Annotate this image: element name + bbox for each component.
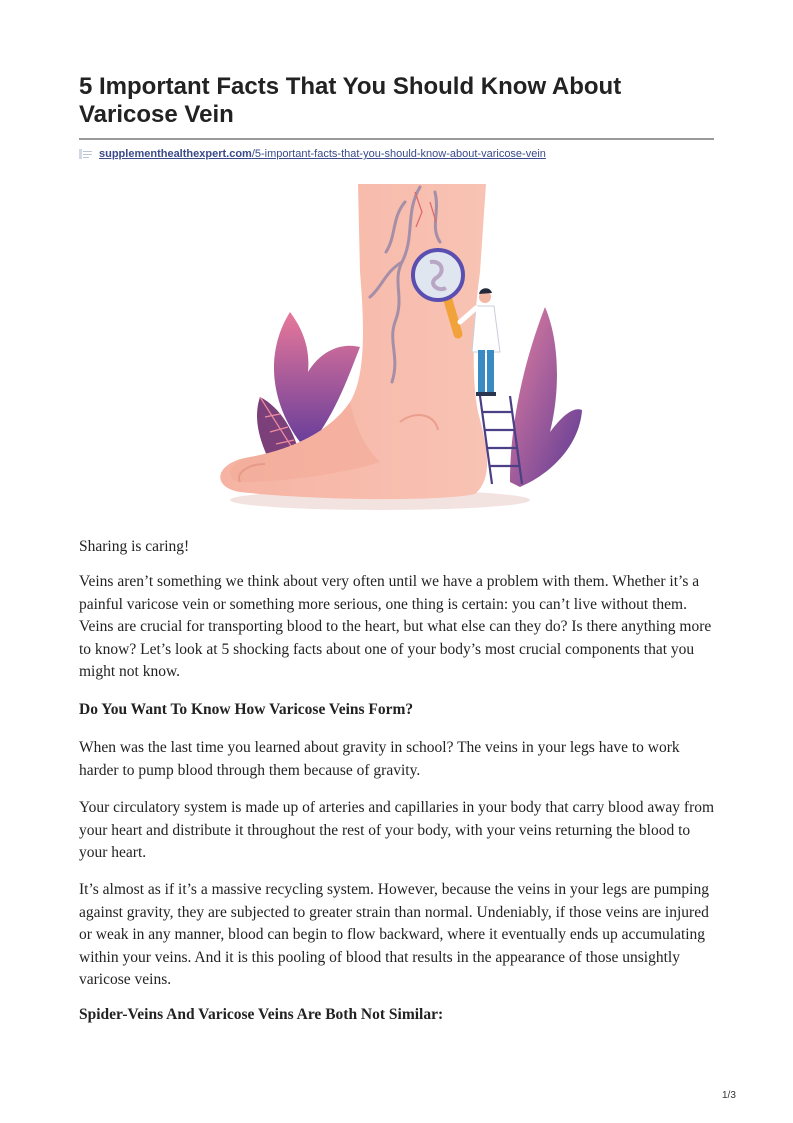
recycling-paragraph: It’s almost as if it’s a massive recycling system. However, because the veins in your legs are pumping against gravity, they are subjected to greater strain than normal. Undeniably, if those veins are injured or weak in any manner, blood can begin to flow backward, where it eventually ends up accumulating within your veins. And it is this pooling of blood that results in the appearance of those unsightly varicose veins. [79, 881, 709, 988]
page-number: 1/3 [722, 1090, 736, 1101]
favicon-icon [79, 148, 93, 160]
sharing-text: Sharing is caring! [79, 538, 190, 555]
intro-paragraph: Veins aren’t something we think about very often until we have a problem with them. Whether it’s a painful varicose vein or something more serious, one thing is certain: you can’t live without them. Veins are crucial for transporting blood to the heart, but what else can they do? Is there anything more to know? Let’s look at 5 shocking facts about one of your body’s most crucial components that you might not know. [79, 573, 712, 680]
leaf-icon [510, 307, 582, 487]
section-heading-spider-veins: Spider-Veins And Varicose Veins Are Both Not Similar: [79, 1006, 444, 1023]
title-divider [79, 138, 714, 140]
leg-icon [220, 184, 487, 499]
hero-image [210, 182, 590, 522]
article-title: 5 Important Facts That You Should Know About Varicose Vein [79, 73, 622, 128]
section-heading-formation: Do You Want To Know How Varicose Veins Form? [79, 701, 414, 718]
source-line [79, 146, 546, 162]
source-link[interactable] [99, 148, 546, 160]
circulatory-paragraph: Your circulatory system is made up of arteries and capillaries in your body that carry blood away from your heart and distribute it throughout the rest of your body, with your veins returning the blood to your heart. [79, 799, 715, 861]
source-path: /5-important-facts-that-you-should-know-about-varicose-vein [251, 148, 546, 160]
source-domain: supplementhealthexpert.com [99, 148, 252, 160]
gravity-paragraph: When was the last time you learned about gravity in school? The veins in your legs have to work harder to pump blood through them because of gravity. [79, 739, 680, 779]
